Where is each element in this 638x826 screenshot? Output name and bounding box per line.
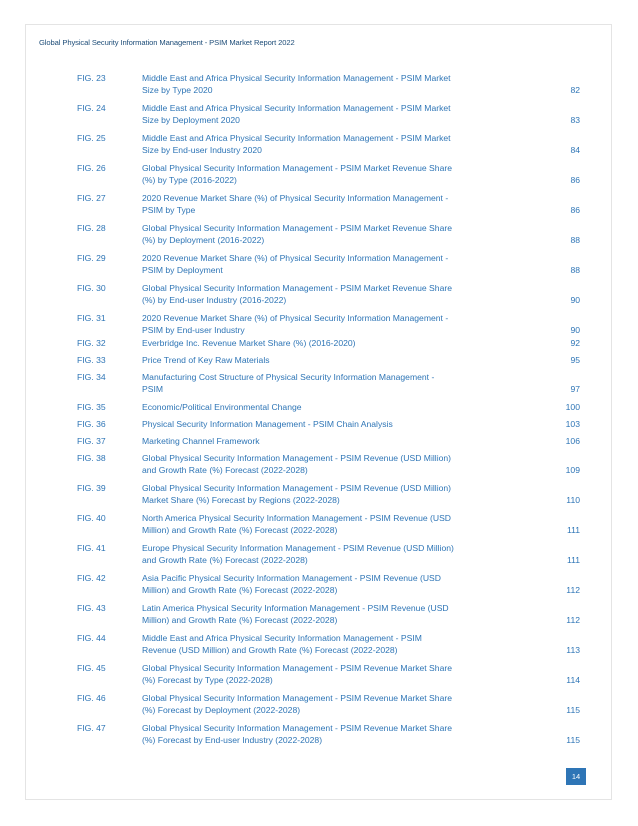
figure-title-line: PSIM by Type — [142, 204, 196, 215]
figure-page-number: 86 — [570, 204, 580, 215]
figure-title — [142, 73, 542, 96]
figure-page-number: 115 — [566, 734, 580, 745]
figure-title-line: 2020 Revenue Market Share (%) of Physical Security Information Management - — [142, 193, 449, 203]
figure-title — [142, 483, 542, 506]
figure-title-line: Middle East and Africa Physical Security Information Management - PSIM Market — [142, 73, 451, 83]
figure-title — [142, 163, 542, 186]
figure-title-line: Middle East and Africa Physical Security Information Management - PSIM Market — [142, 103, 451, 113]
figure-label: FIG. 41 — [77, 543, 106, 553]
figure-title-line: Middle East and Africa Physical Security Information Management - PSIM Market — [142, 133, 451, 143]
figure-title-line: Million) and Growth Rate (%) Forecast (2022-2028) — [142, 614, 338, 625]
figure-page-number: 110 — [566, 494, 580, 505]
figure-label: FIG. 39 — [77, 483, 106, 493]
figure-title — [142, 313, 542, 336]
figure-title-line: (%) by Type (2016-2022) — [142, 174, 237, 185]
figure-label: FIG. 30 — [77, 283, 106, 293]
figure-title-line: Size by Type 2020 — [142, 84, 213, 95]
figure-label: FIG. 46 — [77, 693, 106, 703]
figure-title-line: North America Physical Security Information Management - PSIM Revenue (USD — [142, 513, 452, 523]
figure-title — [142, 633, 542, 656]
figure-title-line: Million) and Growth Rate (%) Forecast (2022-2028) — [142, 584, 338, 595]
figure-page-number: 111 — [566, 524, 580, 535]
figure-title-line: Global Physical Security Information Management - PSIM Market Revenue Share — [142, 283, 452, 293]
figure-page-number: 114 — [566, 674, 580, 685]
figure-page-number: 90 — [570, 324, 580, 335]
figure-title-line: Global Physical Security Information Management - PSIM Market Revenue Share — [142, 223, 452, 233]
figure-label: FIG. 27 — [77, 193, 106, 203]
figure-title — [142, 663, 542, 686]
figure-title-line: Global Physical Security Information Management - PSIM Market Revenue Share — [142, 163, 452, 173]
figure-title — [142, 543, 542, 566]
figure-title — [142, 338, 542, 350]
figure-title-line: Global Physical Security Information Management - PSIM Revenue Market Share — [142, 693, 452, 703]
figure-label: FIG. 43 — [77, 603, 106, 613]
figure-label: FIG. 44 — [77, 633, 106, 643]
figure-title-line: Size by End-user Industry 2020 — [142, 144, 262, 155]
figure-title-line: Middle East and Africa Physical Security Information Management - PSIM — [142, 633, 422, 643]
figure-title — [142, 223, 542, 246]
figure-title-line: Price Trend of Key Raw Materials — [142, 355, 270, 365]
figure-title — [142, 402, 542, 414]
figure-page-number: 103 — [565, 419, 580, 429]
figure-title-line: and Growth Rate (%) Forecast (2022-2028) — [142, 464, 308, 475]
figure-label: FIG. 36 — [77, 419, 106, 429]
figure-page-number: 92 — [570, 338, 580, 348]
figure-label: FIG. 29 — [77, 253, 106, 263]
figure-title — [142, 453, 542, 476]
figure-page-number: 111 — [566, 554, 580, 565]
figure-page-number: 86 — [570, 174, 580, 185]
figure-title — [142, 372, 542, 395]
figure-label: FIG. 33 — [77, 355, 106, 365]
figure-page-number: 113 — [566, 644, 580, 655]
page-number-badge: 14 — [566, 768, 586, 785]
figure-label: FIG. 38 — [77, 453, 106, 463]
figure-title — [142, 419, 542, 431]
figure-title — [142, 603, 542, 626]
figure-title — [142, 723, 542, 746]
figure-title-line: Physical Security Information Management - PSIM Chain Analysis — [142, 419, 393, 429]
figure-label: FIG. 42 — [77, 573, 106, 583]
figure-label: FIG. 37 — [77, 436, 106, 446]
figure-page-number: 83 — [570, 114, 580, 125]
figure-title-line: Asia Pacific Physical Security Information Management - PSIM Revenue (USD — [142, 573, 441, 583]
figure-page-number: 84 — [570, 144, 580, 155]
figure-title-line: PSIM by Deployment — [142, 264, 223, 275]
figure-title-line: Latin America Physical Security Information Management - PSIM Revenue (USD — [142, 603, 449, 613]
figure-title-line: Europe Physical Security Information Management - PSIM Revenue (USD Million) — [142, 543, 454, 553]
figure-title-line: (%) Forecast by End-user Industry (2022-2028) — [142, 734, 323, 745]
figure-page-number: 90 — [570, 294, 580, 305]
figure-title-line: (%) by Deployment (2016-2022) — [142, 234, 265, 245]
figure-label: FIG. 34 — [77, 372, 106, 382]
figure-page-number: 97 — [570, 383, 580, 394]
figure-title-line: Global Physical Security Information Management - PSIM Revenue Market Share — [142, 723, 452, 733]
figure-title-line: 2020 Revenue Market Share (%) of Physical Security Information Management - — [142, 253, 449, 263]
figure-title-line: Economic/Political Environmental Change — [142, 402, 302, 412]
figure-label: FIG. 23 — [77, 73, 106, 83]
figure-title-line: PSIM by End-user Industry — [142, 324, 245, 335]
figure-title-line: Revenue (USD Million) and Growth Rate (%) Forecast (2022-2028) — [142, 644, 398, 655]
figure-label: FIG. 31 — [77, 313, 106, 323]
figure-page-number: 115 — [566, 704, 580, 715]
figure-title-line: Global Physical Security Information Management - PSIM Revenue Market Share — [142, 663, 452, 673]
figure-label: FIG. 32 — [77, 338, 106, 348]
figure-page-number: 88 — [570, 234, 580, 245]
figure-title — [142, 693, 542, 716]
figure-title — [142, 513, 542, 536]
figure-page-number: 100 — [565, 402, 580, 412]
figure-title — [142, 573, 542, 596]
figure-title-line: 2020 Revenue Market Share (%) of Physical Security Information Management - — [142, 313, 449, 323]
figure-title-line: Size by Deployment 2020 — [142, 114, 240, 125]
figure-label: FIG. 25 — [77, 133, 106, 143]
figure-title-line: Market Share (%) Forecast by Regions (2022-2028) — [142, 494, 340, 505]
figure-label: FIG. 35 — [77, 402, 106, 412]
figure-label: FIG. 28 — [77, 223, 106, 233]
figure-title — [142, 355, 542, 367]
figure-title — [142, 133, 542, 156]
figure-title — [142, 436, 542, 448]
figure-title-line: Everbridge Inc. Revenue Market Share (%) (2016-2020) — [142, 338, 356, 348]
figure-page-number: 109 — [565, 464, 580, 475]
figure-label: FIG. 40 — [77, 513, 106, 523]
figure-title-line: PSIM — [142, 383, 164, 394]
figure-page-number: 106 — [565, 436, 580, 446]
figure-label: FIG. 26 — [77, 163, 106, 173]
figure-title-line: (%) by End-user Industry (2016-2022) — [142, 294, 287, 305]
figure-page-number: 112 — [566, 584, 580, 595]
figure-title-line: Manufacturing Cost Structure of Physical Security Information Management - — [142, 372, 435, 382]
figure-title-line: (%) Forecast by Type (2022-2028) — [142, 674, 273, 685]
figure-title — [142, 253, 542, 276]
figure-title-line: Global Physical Security Information Management - PSIM Revenue (USD Million) — [142, 453, 452, 463]
figure-title — [142, 193, 542, 216]
figure-page-number: 95 — [570, 355, 580, 365]
figure-title-line: Marketing Channel Framework — [142, 436, 260, 446]
figure-page-number: 88 — [570, 264, 580, 275]
figure-page-number: 112 — [566, 614, 580, 625]
figure-label: FIG. 47 — [77, 723, 106, 733]
figure-title-line: and Growth Rate (%) Forecast (2022-2028) — [142, 554, 308, 565]
figure-title-line: (%) Forecast by Deployment (2022-2028) — [142, 704, 301, 715]
figure-title-line: Global Physical Security Information Management - PSIM Revenue (USD Million) — [142, 483, 452, 493]
figure-title — [142, 283, 542, 306]
figure-page-number: 82 — [570, 84, 580, 95]
figure-label: FIG. 24 — [77, 103, 106, 113]
figure-label: FIG. 45 — [77, 663, 106, 673]
figure-title — [142, 103, 542, 126]
report-header: Global Physical Security Information Management - PSIM Market Report 2022 — [39, 38, 295, 47]
figure-title-line: Million) and Growth Rate (%) Forecast (2022-2028) — [142, 524, 338, 535]
